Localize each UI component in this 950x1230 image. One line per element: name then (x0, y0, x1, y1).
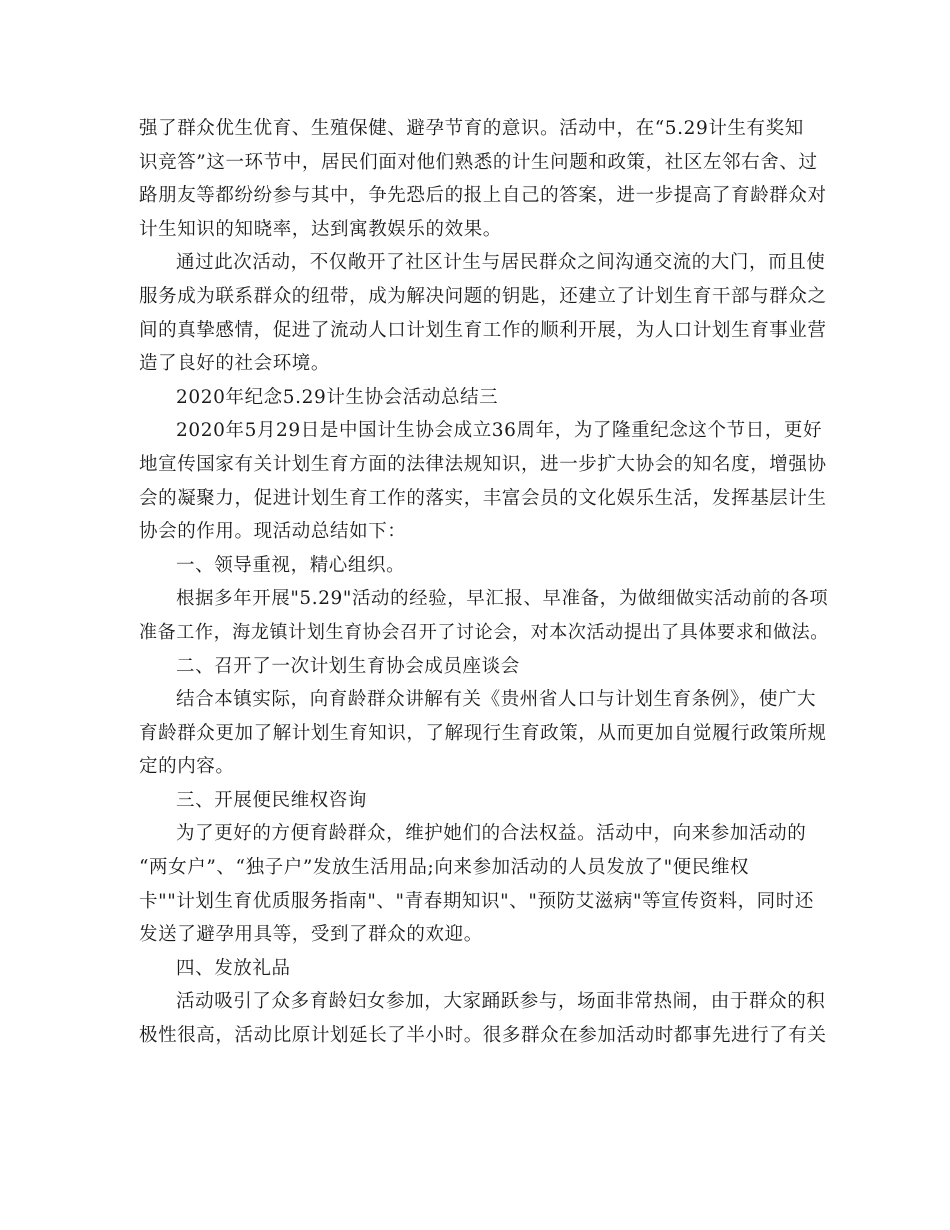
text-line: 定的内容。 (139, 756, 235, 778)
text-line: 育龄群众更加了解计划生育知识，了解现行生育政策，从而更加自觉履行政策所规 (139, 722, 827, 744)
text-line: 路朋友等都纷纷参与其中，争先恐后的报上自己的答案，进一步提高了育龄群众对 (139, 185, 827, 207)
text-line: 计生知识的知晓率，达到寓教娱乐的效果。 (139, 218, 502, 240)
text-line: 识竞答”这一环节中，居民们面对他们熟悉的计生问题和政策，社区左邻右舍、过 (139, 151, 818, 173)
text-line: 极性很高，活动比原计划延长了半小时。很多群众在参加活动时都事先进行了有关 (139, 1025, 827, 1047)
text-line: 强了群众优生优育、生殖保健、避孕节育的意识。活动中，在“5.29计生有奖知 (139, 118, 804, 139)
text-line: 2020年5月29日是中国计生协会成立36周年，为了隆重纪念这个节日，更好 (176, 420, 823, 442)
text-line: 协会的作用。现活动总结如下： (139, 521, 407, 543)
text-line: 为了更好的方便育龄群众，维护她们的合法权益。活动中，向来参加活动的 (176, 823, 807, 845)
text-line: 会的凝聚力，促进计划生育工作的落实，丰富会员的文化娱乐生活，发挥基层计生 (139, 487, 827, 509)
text-line: 造了良好的社会环境。 (139, 353, 331, 375)
text-line: 活动吸引了众多育龄妇女参加，大家踊跃参与，场面非常热闹，由于群众的积 (176, 991, 826, 1013)
text-line: “两女户”、“独子户”发放生活用品;向来参加活动的人员发放了"便民维权 (139, 857, 750, 879)
text-line: 通过此次活动，不仅敞开了社区计生与居民群众之间沟通交流的大门，而且使 (176, 252, 826, 274)
text-line: 2020年纪念5.29计生协会活动总结三 (176, 386, 499, 408)
text-line: 三、开展便民维权咨询 (176, 789, 368, 811)
text-line: 四、发放礼品 (176, 957, 291, 979)
text-line: 二、召开了一次计划生育协会成员座谈会 (176, 655, 520, 677)
text-line: 根据多年开展"5.29"活动的经验，早汇报、早准备，为做细做实活动前的各项 (176, 588, 829, 610)
text-line: 一、领导重视，精心组织。 (176, 554, 406, 576)
text-line: 发送了避孕用具等，受到了群众的欢迎。 (139, 924, 483, 946)
text-line: 卡""计划生育优质服务指南"、"青春期知识"、"预防艾滋病"等宣传资料，同时还 (139, 890, 814, 912)
text-line: 准备工作，海龙镇计划生育协会召开了讨论会，对本次活动提出了具体要求和做法。 (139, 621, 829, 643)
text-line: 服务成为联系群众的纽带，成为解决问题的钥匙，还建立了计划生育干部与群众之 (139, 285, 827, 307)
document-body (139, 112, 829, 1053)
text-line: 地宣传国家有关计划生育方面的法律法规知识，进一步扩大协会的知名度，增强协 (139, 453, 827, 475)
text-line: 间的真挚感情，促进了流动人口计划生育工作的顺利开展，为人口计划生育事业营 (139, 319, 827, 341)
text-line: 结合本镇实际，向育龄群众讲解有关《贵州省人口与计划生育条例》，使广大 (176, 689, 817, 711)
